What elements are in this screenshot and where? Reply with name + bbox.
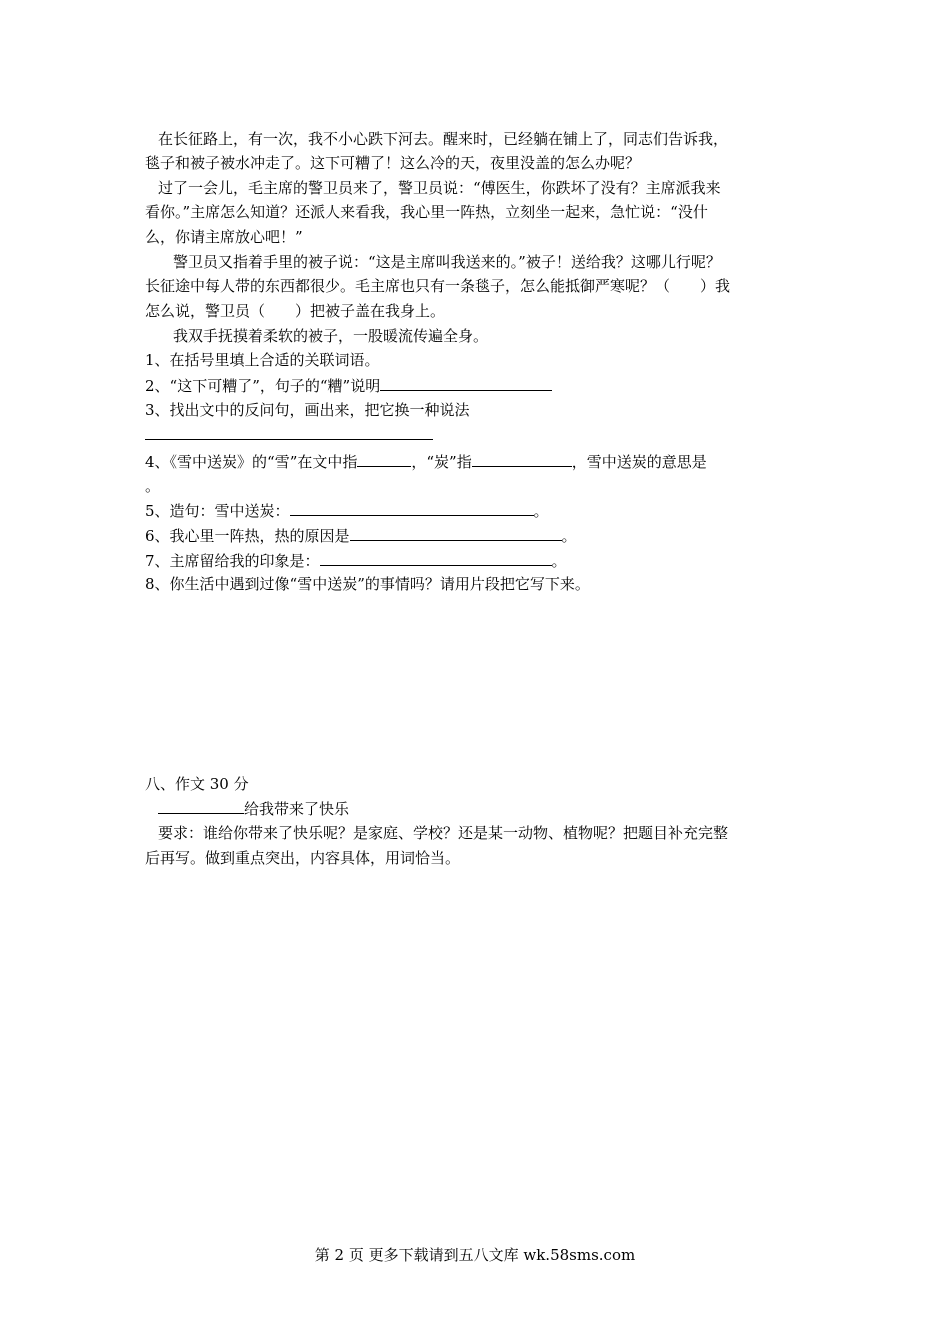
question-7-text: 7、主席留给我的印象是： xyxy=(145,552,320,570)
composition-title-suffix: 给我带来了快乐 xyxy=(244,800,350,818)
answer-blank[interactable] xyxy=(350,523,562,541)
question-6-end: 。 xyxy=(561,527,577,545)
question-5 xyxy=(145,498,549,523)
answer-blank[interactable] xyxy=(472,449,572,467)
passage-p2-line3: 么，你请主席放心吧！” xyxy=(145,228,303,246)
passage-p3-line1: 警卫员又指着手里的被子说：“这是主席叫我送来的。”被子！送给我？这哪儿行呢？ xyxy=(173,253,721,271)
passage-p4-line1: 我双手抚摸着柔软的被子，一股暖流传遍全身。 xyxy=(173,327,489,345)
passage-p2-line1: 过了一会儿，毛主席的警卫员来了，警卫员说：“傅医生，你跌坏了没有？主席派我来 xyxy=(158,179,721,197)
passage-p1-line1: 在长征路上，有一次，我不小心跌下河去。醒来时，已经躺在铺上了，同志们告诉我， xyxy=(158,130,729,148)
question-4-text-c: ， xyxy=(571,453,587,471)
question-1: 1、在括号里填上合适的关联词语。 xyxy=(145,351,380,369)
question-7-end: 。 xyxy=(551,552,567,570)
question-2 xyxy=(145,373,552,398)
question-4-text-d: 雪中送炭的意思是 xyxy=(586,453,707,471)
composition-requirement-line2: 后再写。做到重点突出，内容具体，用词恰当。 xyxy=(145,849,461,867)
question-7 xyxy=(145,548,567,573)
passage-p3-line3: 怎么说，警卫员（ ）把被子盖在我身上。 xyxy=(145,302,446,320)
passage-p1-line2: 毯子和被子被水冲走了。这下可糟了！这么冷的天，夜里没盖的怎么办呢？ xyxy=(145,154,641,172)
question-4-text-b: ，“炭”指 xyxy=(411,453,472,471)
answer-blank[interactable] xyxy=(320,548,552,566)
question-5-text: 5、造句：雪中送炭： xyxy=(145,502,290,520)
page-footer: 第 2 页 更多下载请到五八文库 wk.58sms.com xyxy=(314,1246,636,1264)
question-6 xyxy=(145,523,577,548)
answer-blank[interactable] xyxy=(357,449,411,467)
answer-blank[interactable] xyxy=(380,373,552,391)
passage-p2-line2: 看你。”主席怎么知道？还派人来看我，我心里一阵热，立刻坐一起来，急忙说：“没什 xyxy=(145,203,708,221)
composition-heading: 八、作文 30 分 xyxy=(145,775,249,793)
question-2-text: 2、“这下可糟了”，句子的“糟”说明 xyxy=(145,377,381,395)
question-4-end: 。 xyxy=(145,477,161,495)
question-3-answer xyxy=(145,422,433,447)
composition-requirement-line1: 要求：谁给你带来了快乐呢？是家庭、学校？还是某一动物、植物呢？把题目补充完整 xyxy=(158,824,729,842)
question-4-text-a: 4、《雪中送炭》的“雪”在文中指 xyxy=(145,453,358,471)
question-6-text: 6、我心里一阵热，热的原因是 xyxy=(145,527,350,545)
question-8: 8、你生活中遇到过像“雪中送炭”的事情吗？请用片段把它写下来。 xyxy=(145,575,590,593)
question-5-end: 。 xyxy=(533,502,549,520)
answer-blank[interactable] xyxy=(145,422,433,440)
title-blank[interactable] xyxy=(158,796,244,814)
composition-title xyxy=(158,796,349,821)
question-4 xyxy=(145,449,707,474)
passage-p3-line2: 长征途中每人带的东西都很少。毛主席也只有一条毯子，怎么能抵御严寒呢？（ ）我 xyxy=(145,277,731,295)
question-3: 3、找出文中的反问句，画出来，把它换一种说法 xyxy=(145,401,470,419)
answer-blank[interactable] xyxy=(290,498,534,516)
